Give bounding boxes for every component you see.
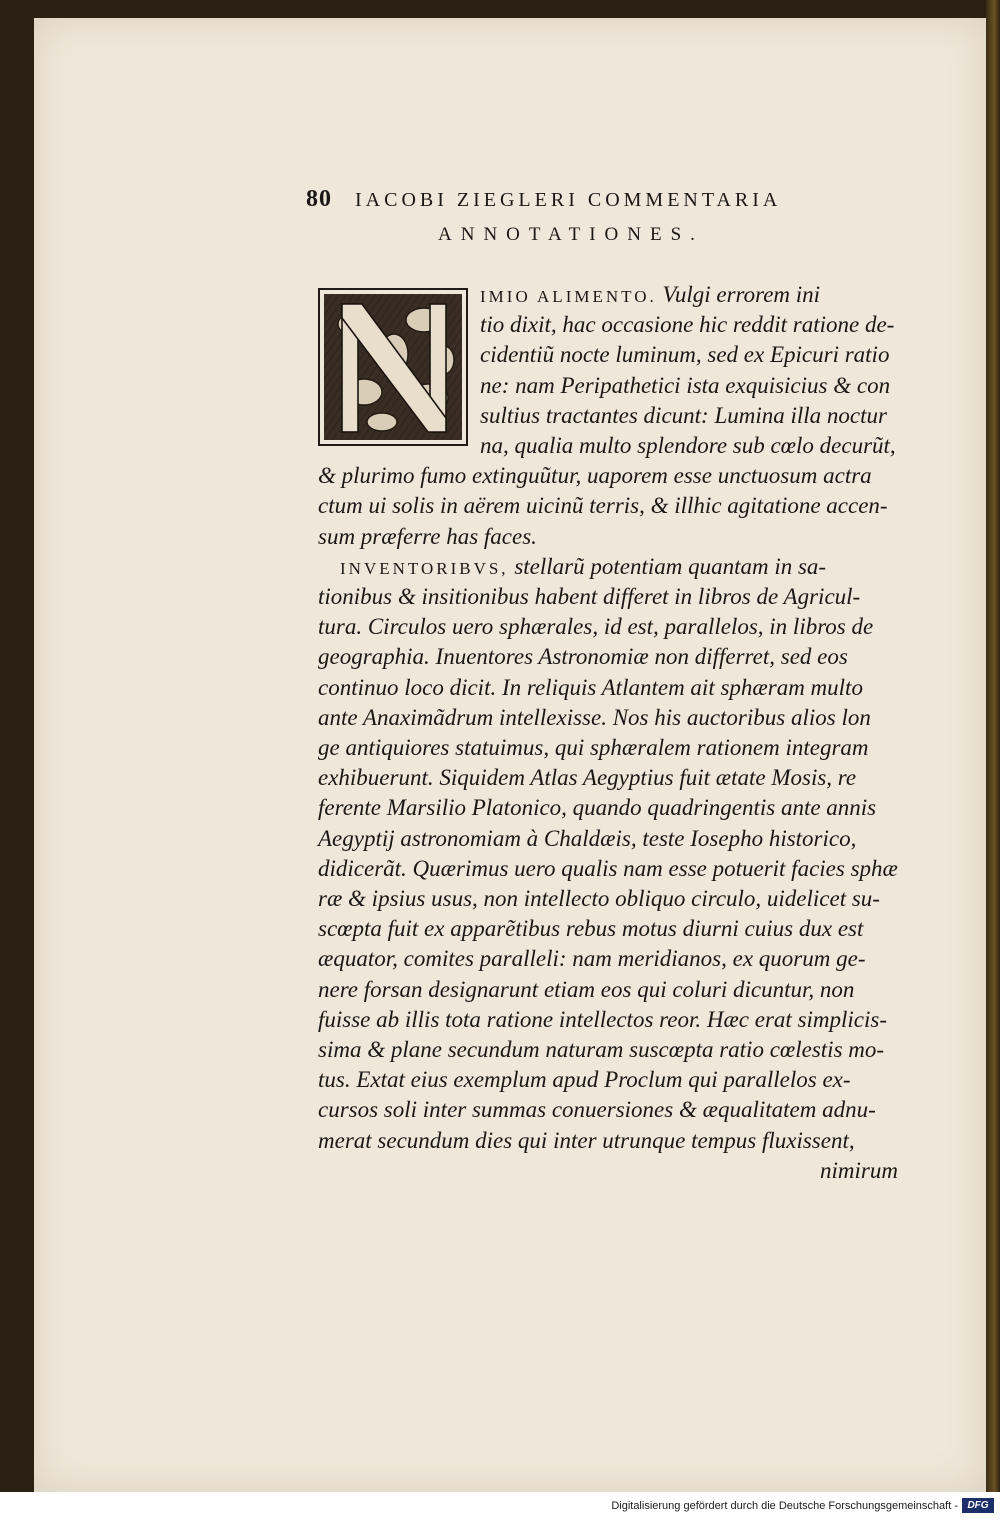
text-line [318, 884, 880, 914]
line-text: didicerãt. Quærimus uero qualis nam esse potuerit facies sphæ [318, 855, 898, 881]
woodcut-initial-graphic [324, 294, 462, 440]
text-line [318, 1035, 884, 1065]
text-line [318, 793, 876, 823]
catchword [820, 1156, 898, 1186]
digitization-footer [0, 1492, 1000, 1520]
text-line [318, 673, 863, 703]
running-title: IACOBI ZIEGLERI COMMENTARIA [355, 189, 782, 211]
text-line [480, 280, 820, 312]
line-text: cursos soli inter summas conuersiones & æqualitatem adnu- [318, 1097, 876, 1123]
line-text: nere forsan designarunt etiam eos qui coluri dicuntur, non [318, 976, 855, 1002]
line-text: ne: nam Peripathetici ista exquisicius & con [480, 372, 891, 398]
text-line [318, 975, 854, 1005]
text-line [480, 401, 887, 431]
text-line [318, 703, 871, 733]
text-line [318, 1005, 887, 1035]
text-line [480, 371, 890, 401]
text-line [318, 1095, 876, 1125]
line-text: nimirum [820, 1157, 898, 1183]
line-text: sultius tractantes dicunt: Lumina illa noctur [480, 402, 887, 428]
text-line [318, 944, 865, 974]
line-text: sum præferre has faces. [318, 523, 537, 549]
footer-credit: Digitalisierung gefördert durch die Deutsche Forschungsgemeinschaft - [611, 1500, 958, 1512]
line-text: tionibus & insitionibus habent differet in libros de Agricul- [318, 584, 861, 609]
line-text: æquator, comites paralleli: nam meridianos, ex quorum ge- [318, 946, 866, 972]
text-line [318, 491, 888, 521]
text-line [480, 340, 889, 370]
text-line [318, 522, 537, 552]
line-text: tura. Circulos uero sphærales, id est, parallelos, in libros de [318, 614, 874, 640]
running-head [306, 186, 886, 213]
dfg-logo: DFG [962, 1498, 994, 1513]
text-line [318, 582, 860, 612]
line-text: ctum ui solis in aërem uicinũ terris, & illhic agitatione accen- [318, 493, 888, 519]
text-line [318, 612, 873, 642]
line-text: tus. Extat eius exemplum apud Proclum qui parallelos ex- [318, 1067, 851, 1093]
line-text: cidentiũ nocte luminum, sed ex Epicuri ratio [480, 342, 890, 368]
line-text: exhibuerunt. Siquidem Atlas Aegyptius fuit ætate Mosis, re [318, 765, 857, 791]
line-text: merat secundum dies qui inter utrunque tempus fluxissent, [318, 1127, 855, 1153]
line-text: ræ & ipsius usus, non intellecto obliquo circulo, uidelicet su- [318, 886, 880, 911]
line-text: stellarũ potentiam quantam in sa- [508, 553, 827, 579]
section-lead: IMIO ALIMENTO. [480, 287, 657, 306]
book-edge [986, 0, 1000, 1495]
line-text: geographia. Inuentores Astronomiæ non differret, sed eos [318, 644, 848, 670]
text-line [340, 552, 826, 584]
text-line [318, 1126, 855, 1156]
section-lead: INVENTORIBVS, [340, 558, 509, 578]
line-text: fuisse ab illis tota ratione intellectos reor. Hæc erat simplicis- [318, 1006, 888, 1032]
text-line [318, 824, 856, 854]
line-text: na, qualia multo splendore sub cœlo decurũt, [480, 433, 896, 458]
line-text: & plurimo fumo extinguũtur, uaporem esse unctuosum actra [318, 463, 872, 489]
line-text: sima & plane secundum naturam suscœpta ratio cœlestis mo- [318, 1037, 885, 1062]
text-line [480, 310, 894, 340]
text-line [318, 854, 898, 884]
decorated-initial [318, 288, 468, 446]
text-line [480, 431, 896, 461]
text-line [318, 642, 848, 672]
line-text: ante Anaximãdrum intellexisse. Nos his auctoribus alios lon [318, 704, 871, 730]
line-text: continuo loco dicit. In reliquis Atlantem ait sphæram multo [318, 674, 863, 700]
line-text: tio dixit, hac occasione hic reddit ratione de- [480, 312, 895, 338]
text-line [318, 461, 872, 491]
line-text: Vulgi errorem ini [656, 282, 821, 307]
text-line [318, 1065, 851, 1095]
line-text: ferente Marsilio Platonico, quando quadringentis ante annis [318, 795, 877, 821]
text-line [318, 763, 856, 793]
line-text: ge antiquiores statuimus, qui sphæralem rationem integram [318, 735, 869, 760]
page-number: 80 [306, 186, 332, 212]
text-line [318, 914, 863, 944]
line-text: scœpta fuit ex apparẽtibus rebus motus diurni cuius dux est [318, 916, 864, 942]
text-line [318, 733, 869, 763]
section-heading: ANNOTATIONES. [438, 224, 704, 245]
line-text: Aegyptij astronomiam à Chaldæis, teste Iosepho historico, [318, 825, 857, 851]
